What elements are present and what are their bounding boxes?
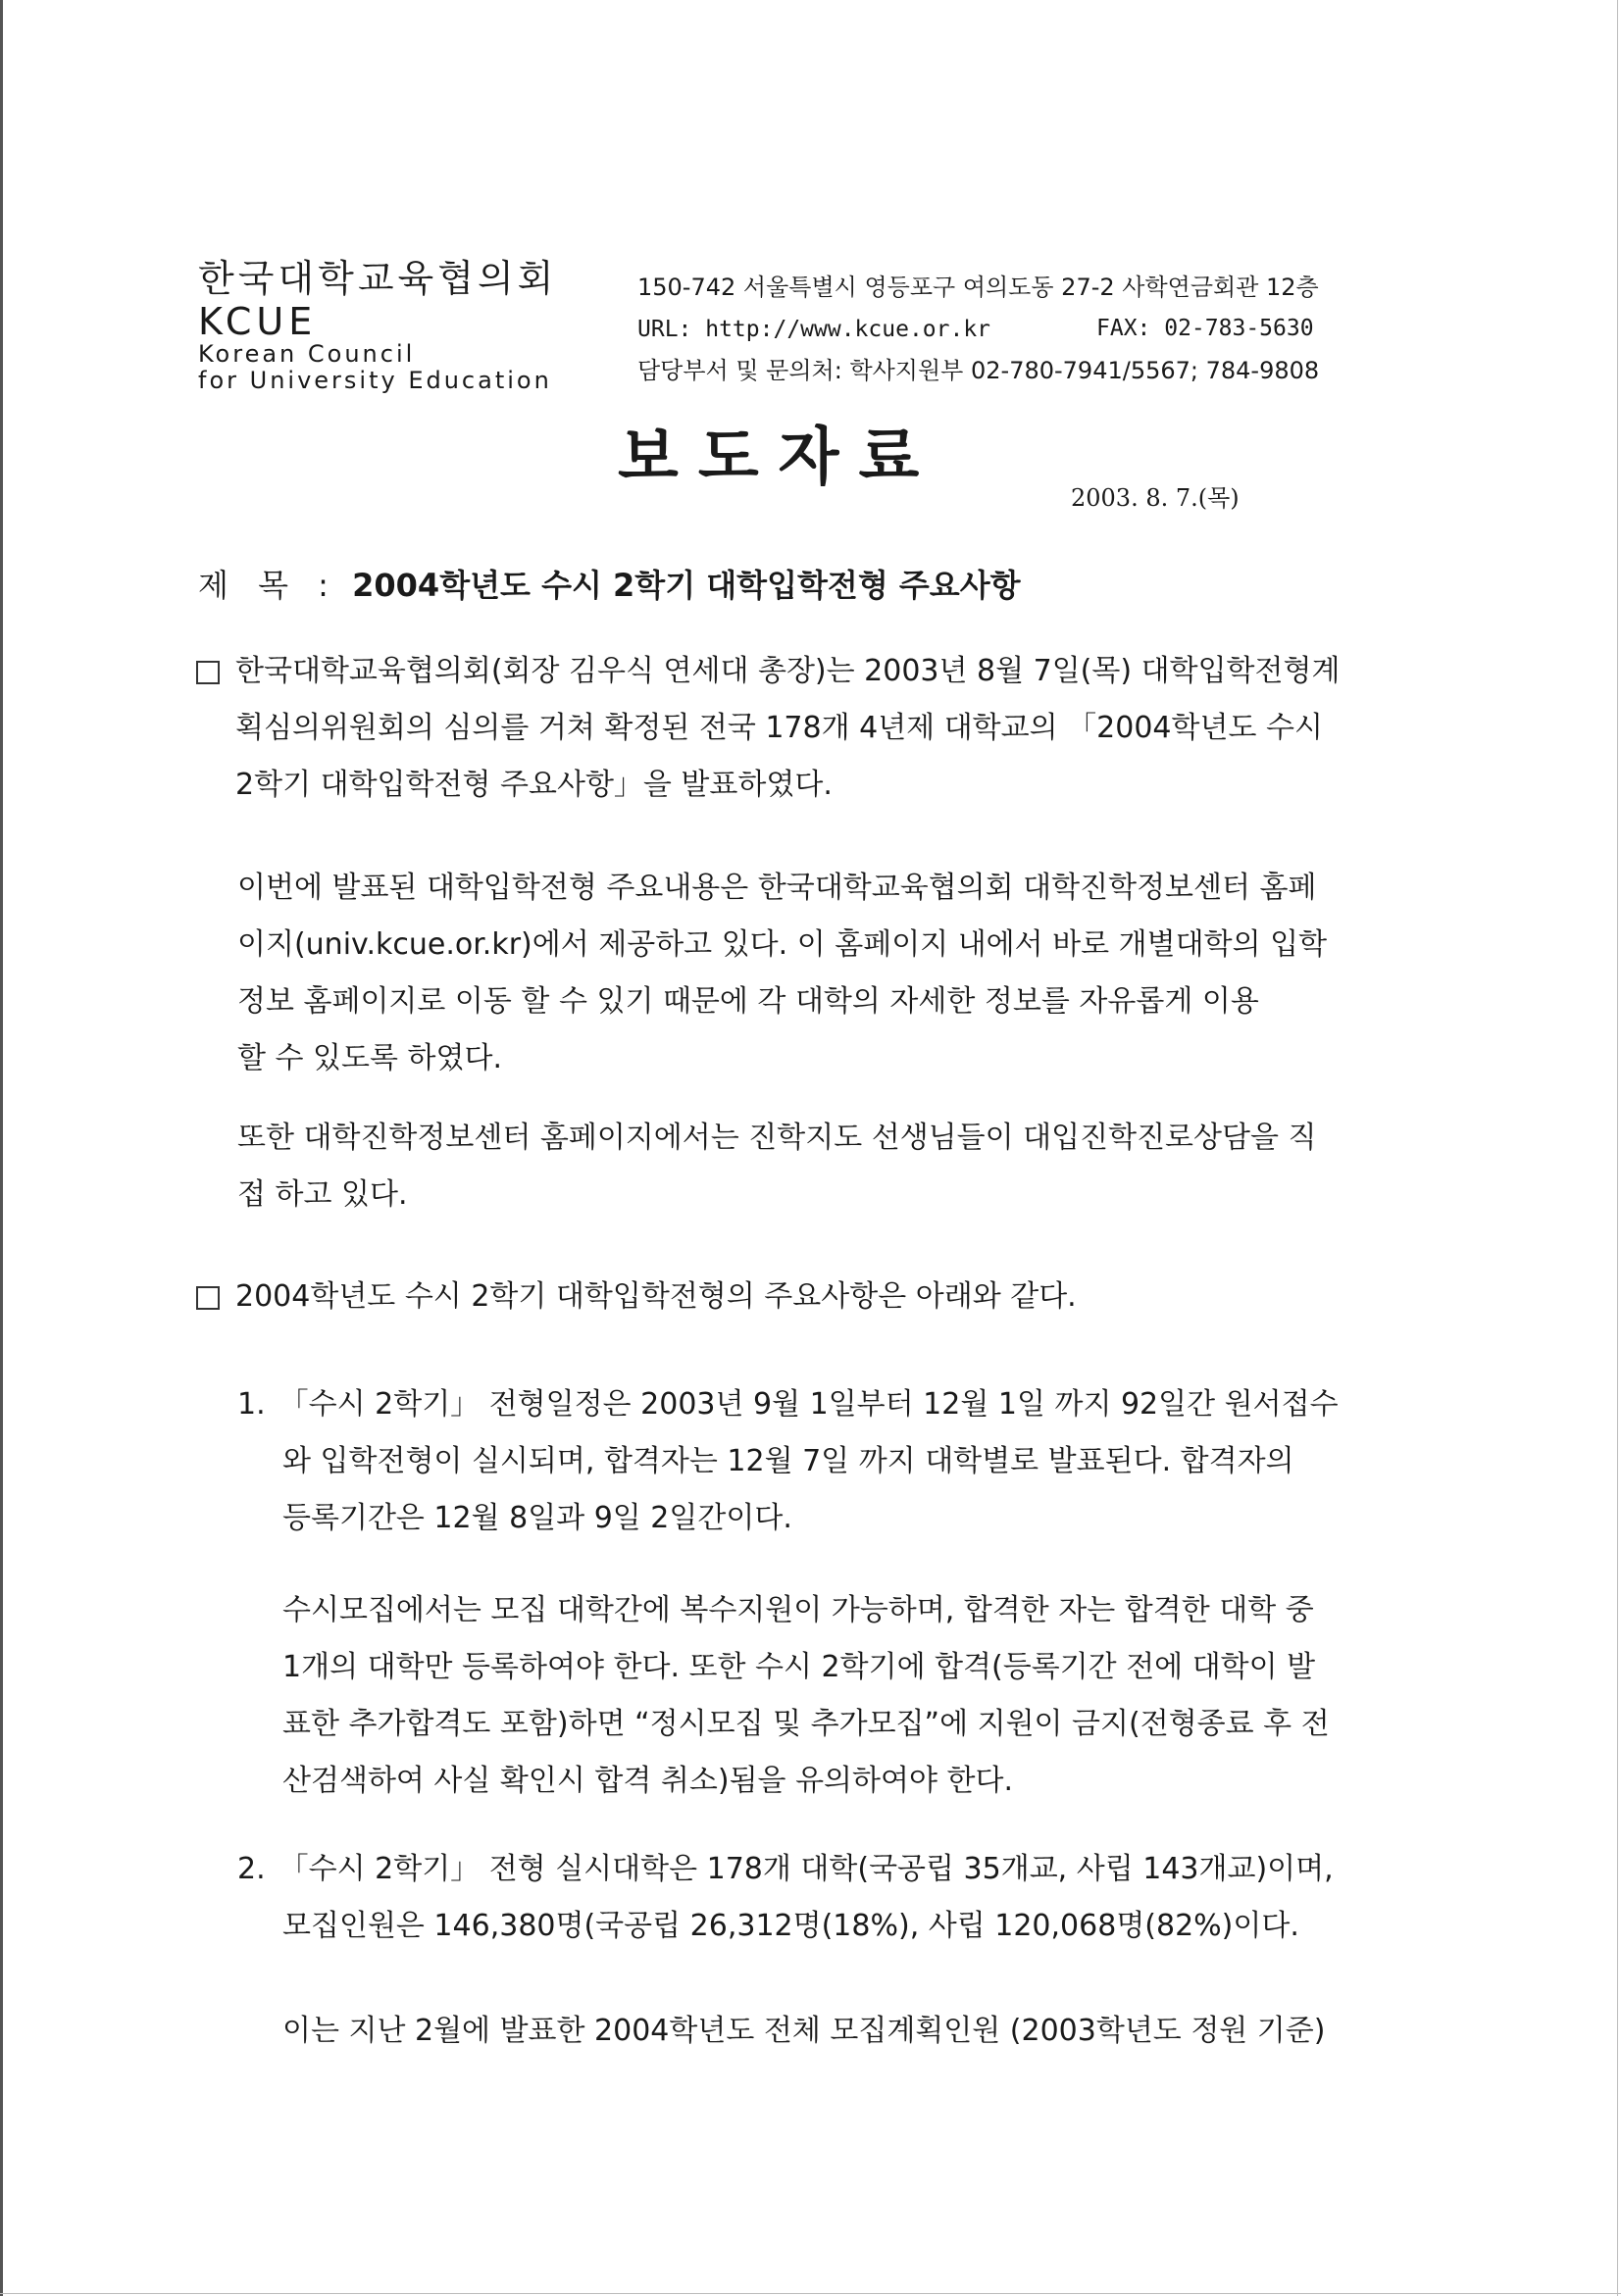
text-line: 2. 「수시 2학기」 전형 실시대학은 178개 대학(국공립 35개교, 사립 143개교)이며, bbox=[237, 1841, 1427, 1898]
url: URL: http://www.kcue.or.kr bbox=[637, 317, 991, 342]
text-line: 이지(univ.kcue.or.kr)에서 제공하고 있다. 이 홈페이지 내에서 바로 개별대학의 입학 bbox=[237, 927, 1328, 962]
bullet-paragraph-1 bbox=[196, 643, 1427, 814]
paragraph-4 bbox=[196, 1269, 1427, 1325]
page-left-edge bbox=[0, 0, 3, 2296]
paragraph-1 bbox=[196, 643, 1427, 814]
org-abbreviation: KCUE bbox=[198, 300, 318, 343]
page-right-edge bbox=[1617, 0, 1618, 2296]
text-line: 1개의 대학만 등록하여야 한다. 또한 수시 2학기에 합격(등록기간 전에 대학이 발 bbox=[282, 1650, 1316, 1684]
address: 150-742 서울특별시 영등포구 여의도동 27-2 사학연금회관 12층 bbox=[637, 274, 1319, 301]
text-line: 수시모집에서는 모집 대학간에 복수지원이 가능하며, 합격한 자는 합격한 대학 중 bbox=[282, 1593, 1314, 1627]
org-name-korean: 한국대학교육협의회 bbox=[198, 257, 558, 300]
list-item-1 bbox=[237, 1376, 1427, 1547]
list-item-1-detail bbox=[282, 1582, 1427, 1810]
contact-block bbox=[637, 267, 1319, 391]
paragraph-3 bbox=[196, 1110, 1427, 1223]
paragraph-2 bbox=[196, 860, 1427, 1087]
document-title: 보도자료 bbox=[618, 422, 939, 494]
text-line: 할 수 있도록 하였다. bbox=[237, 1041, 502, 1075]
subject-line bbox=[198, 561, 1021, 606]
text-line: 1. 「수시 2학기」 전형일정은 2003년 9월 1일부터 12월 1일 까지 92일간 원서접수 bbox=[237, 1376, 1427, 1433]
text-line: 와 입학전형이 실시되며, 합격자는 12월 7일 까지 대학별로 발표된다. 합격자의 bbox=[282, 1444, 1294, 1478]
org-logo-block bbox=[198, 255, 557, 394]
text-line: 2학기 대학입학전형 주요사항」을 발표하였다. bbox=[235, 768, 833, 802]
text-line: 2004학년도 수시 2학기 대학입학전형의 주요사항은 아래와 같다. bbox=[235, 1279, 1077, 1314]
bullet-paragraph-4 bbox=[196, 1269, 1427, 1325]
list-item-2-detail bbox=[282, 2003, 1427, 2060]
page-bottom-edge bbox=[0, 2293, 1621, 2294]
org-name-english-line1: Korean Council bbox=[198, 340, 416, 368]
inquiry: 담당부서 및 문의처: 학사지원부 02-780-7941/5567; 784-9808 bbox=[637, 357, 1320, 384]
text-line: 등록기간은 12월 8일과 9일 2일간이다. bbox=[282, 1501, 792, 1535]
text-line: 이번에 발표된 대학입학전형 주요내용은 한국대학교육협의회 대학진학정보센터 홈페 bbox=[237, 871, 1317, 905]
text-line: 정보 홈페이지로 이동 할 수 있기 때문에 각 대학의 자세한 정보를 자유롭게 이용 bbox=[237, 984, 1259, 1019]
list-number: 2. bbox=[237, 1852, 266, 1886]
subject-label: 제 목 : bbox=[198, 567, 338, 604]
text-line: 표한 추가합격도 포함)하면 “정시모집 및 추가모집”에 지원이 금지(전형종료 후 전 bbox=[282, 1707, 1330, 1741]
text-line: 모집인원은 146,380명(국공립 26,312명(18%), 사립 120,068명(82%)이다. bbox=[282, 1909, 1299, 1943]
text-line: 이는 지난 2월에 발표한 2004학년도 전체 모집계획인원 (2003학년도 정원 기준) bbox=[282, 2014, 1326, 2048]
list-item-2 bbox=[237, 1841, 1427, 1955]
checkbox-bullet-icon bbox=[196, 661, 220, 684]
text-line: 산검색하여 사실 확인시 합격 취소)됨을 유의하여야 한다. bbox=[282, 1764, 1013, 1798]
text-line: 한국대학교육협의회(회장 김우식 연세대 총장)는 2003년 8월 7일(목) 대학입학전형계 bbox=[235, 654, 1341, 688]
url-fax-row bbox=[637, 308, 1319, 350]
fax: FAX: 02-783-5630 bbox=[1096, 316, 1314, 341]
text-line: 접 하고 있다. bbox=[237, 1177, 408, 1212]
list-number: 1. bbox=[237, 1387, 266, 1422]
text-line: 획심의위원회의 심의를 거쳐 확정된 전국 178개 4년제 대학교의 「2004학년도 수시 bbox=[235, 711, 1323, 745]
text-line: 또한 대학진학정보센터 홈페이지에서는 진학지도 선생님들이 대입진학진로상담을 직 bbox=[237, 1121, 1317, 1155]
subject-text: 2004학년도 수시 2학기 대학입학전형 주요사항 bbox=[352, 567, 1021, 604]
release-date: 2003. 8. 7.(목) bbox=[1071, 484, 1240, 512]
org-name-english-line2: for University Education bbox=[198, 367, 552, 394]
checkbox-bullet-icon bbox=[196, 1286, 220, 1310]
